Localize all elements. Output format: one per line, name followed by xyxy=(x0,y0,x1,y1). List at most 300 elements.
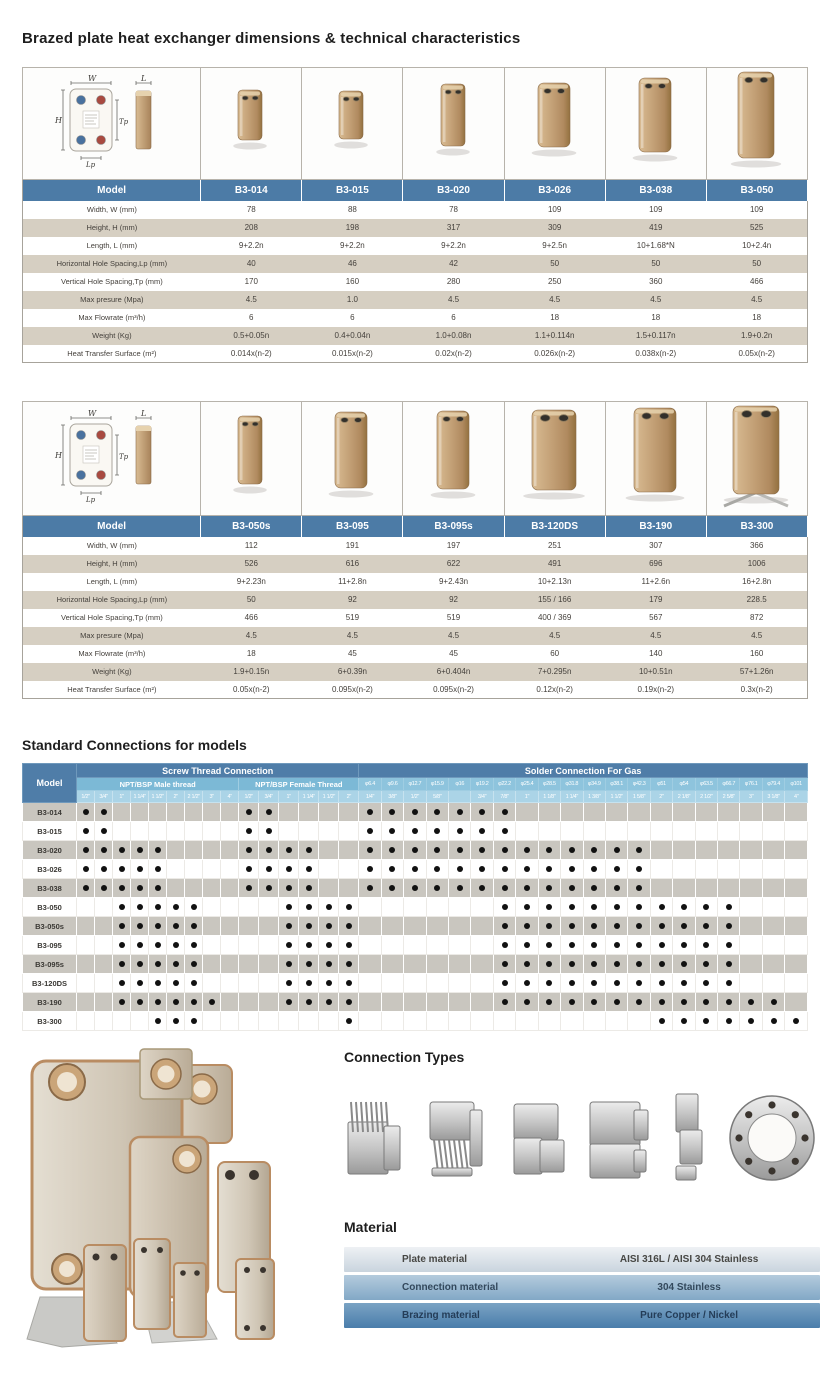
male-size-label: 1" xyxy=(113,791,131,803)
solder-availability-cell xyxy=(404,1012,426,1031)
availability-dot xyxy=(546,999,552,1005)
availability-dot xyxy=(726,942,732,948)
solder-availability-cell xyxy=(493,860,515,879)
male-size-label: 2 1/2" xyxy=(185,791,203,803)
heat-exchanger-photo xyxy=(728,68,786,174)
solder-availability-cell xyxy=(785,898,808,917)
female-availability-cell xyxy=(319,955,339,974)
male-availability-cell xyxy=(167,993,185,1012)
male-availability-cell xyxy=(131,841,149,860)
solder-availability-cell xyxy=(695,898,717,917)
solder-availability-cell xyxy=(426,993,448,1012)
spec-value-cell: 11+2.6n xyxy=(605,573,706,591)
solder-socket-large-icon xyxy=(586,1092,654,1184)
spec-table xyxy=(22,67,808,363)
solder-availability-cell xyxy=(404,936,426,955)
male-availability-cell xyxy=(167,841,185,860)
spec-row-label: Width, W (mm) xyxy=(23,537,201,555)
solder-availability-cell xyxy=(381,917,403,936)
male-availability-cell xyxy=(77,936,95,955)
female-thread-fitting-icon xyxy=(424,1096,490,1180)
spec-value-cell: 0.014x(n-2) xyxy=(201,345,302,363)
availability-dot xyxy=(367,885,373,891)
spec-value-cell: 622 xyxy=(403,555,504,573)
availability-dot xyxy=(286,999,292,1005)
solder-availability-cell xyxy=(449,803,471,822)
solder-availability-cell xyxy=(449,822,471,841)
model-header-row xyxy=(23,516,808,537)
solder-availability-cell xyxy=(381,936,403,955)
availability-dot xyxy=(569,923,575,929)
female-size-label: 1/2" xyxy=(239,791,259,803)
solder-availability-cell xyxy=(785,822,808,841)
availability-dot xyxy=(306,999,312,1005)
male-availability-cell xyxy=(95,841,113,860)
female-availability-cell xyxy=(299,841,319,860)
solder-availability-cell xyxy=(718,1012,740,1031)
female-availability-cell xyxy=(319,822,339,841)
solder-availability-cell xyxy=(605,974,627,993)
solder-mm-size: φ12.7 xyxy=(404,778,426,791)
connections-data-row xyxy=(23,879,808,898)
male-availability-cell xyxy=(95,898,113,917)
spec-value-cell: 466 xyxy=(201,609,302,627)
female-availability-cell xyxy=(259,803,279,822)
spec-value-cell: 9+2.5n xyxy=(504,237,605,255)
heat-exchanger-photo xyxy=(431,80,477,162)
connections-model-name: B3-300 xyxy=(23,1012,77,1031)
female-availability-cell xyxy=(239,974,259,993)
spec-value-cell: 872 xyxy=(706,609,807,627)
availability-dot xyxy=(266,809,272,815)
male-availability-cell xyxy=(167,917,185,936)
spec-value-cell: 360 xyxy=(605,273,706,291)
solder-availability-cell xyxy=(359,1012,381,1031)
availability-dot xyxy=(524,980,530,986)
solder-availability-cell xyxy=(538,936,560,955)
solder-availability-cell xyxy=(516,860,538,879)
solder-availability-cell xyxy=(628,1012,650,1031)
male-availability-cell xyxy=(95,993,113,1012)
solder-mm-size: φ31.8 xyxy=(561,778,583,791)
solder-availability-cell xyxy=(673,879,695,898)
availability-dot xyxy=(155,999,161,1005)
male-availability-cell xyxy=(77,1012,95,1031)
female-availability-cell xyxy=(299,955,319,974)
model-name: B3-190 xyxy=(605,516,706,537)
solder-inch-size: 2 5/8" xyxy=(718,791,740,803)
availability-dot xyxy=(266,847,272,853)
solder-availability-cell xyxy=(359,879,381,898)
solder-availability-cell xyxy=(673,860,695,879)
solder-availability-cell xyxy=(404,841,426,860)
availability-dot xyxy=(191,904,197,910)
connections-data-row xyxy=(23,917,808,936)
solder-availability-cell xyxy=(650,841,672,860)
female-availability-cell xyxy=(319,898,339,917)
spec-value-cell: 1.9+0.2n xyxy=(706,327,807,345)
male-availability-cell xyxy=(113,822,131,841)
availability-dot xyxy=(591,885,597,891)
solder-availability-cell xyxy=(561,803,583,822)
male-availability-cell xyxy=(95,917,113,936)
solder-availability-cell xyxy=(605,955,627,974)
female-availability-cell xyxy=(299,974,319,993)
solder-availability-cell xyxy=(359,803,381,822)
solder-mm-size: φ54 xyxy=(673,778,695,791)
solder-availability-cell xyxy=(583,993,605,1012)
spec-data-row xyxy=(23,273,808,291)
solder-availability-cell xyxy=(471,822,493,841)
material-row-label: Connection material xyxy=(402,1282,499,1293)
availability-dot xyxy=(659,961,665,967)
solder-availability-cell xyxy=(471,917,493,936)
availability-dot xyxy=(155,942,161,948)
solder-availability-cell xyxy=(583,841,605,860)
availability-dot xyxy=(546,885,552,891)
male-availability-cell xyxy=(77,879,95,898)
solder-availability-cell xyxy=(673,936,695,955)
female-availability-cell xyxy=(279,1012,299,1031)
solder-availability-cell xyxy=(516,803,538,822)
spec-value-cell: 519 xyxy=(302,609,403,627)
connection-types-title: Connection Types xyxy=(344,1049,465,1065)
spec-row-label: Length, L (mm) xyxy=(23,573,201,591)
male-availability-cell xyxy=(131,1012,149,1031)
female-availability-cell xyxy=(239,1012,259,1031)
solder-availability-cell xyxy=(493,993,515,1012)
product-image-cell xyxy=(706,402,807,516)
female-availability-cell xyxy=(319,860,339,879)
solder-availability-cell xyxy=(628,841,650,860)
spec-value-cell: 4.5 xyxy=(403,627,504,645)
spec-value-cell: 198 xyxy=(302,219,403,237)
female-availability-cell xyxy=(339,993,359,1012)
female-availability-cell xyxy=(279,936,299,955)
solder-availability-cell xyxy=(650,898,672,917)
availability-dot xyxy=(681,942,687,948)
availability-dot xyxy=(266,828,272,834)
bottom-section xyxy=(22,1047,808,1358)
male-availability-cell xyxy=(203,841,221,860)
solder-availability-cell xyxy=(628,974,650,993)
male-availability-cell xyxy=(77,898,95,917)
male-availability-cell xyxy=(77,974,95,993)
solder-availability-cell xyxy=(538,974,560,993)
connections-data-row xyxy=(23,955,808,974)
heat-exchanger-photo xyxy=(629,74,683,168)
availability-dot xyxy=(546,980,552,986)
availability-dot xyxy=(173,961,179,967)
dimension-diagram-cell xyxy=(23,68,201,180)
solder-availability-cell xyxy=(650,955,672,974)
female-availability-cell xyxy=(299,860,319,879)
solder-availability-cell xyxy=(426,803,448,822)
female-availability-cell xyxy=(239,917,259,936)
solder-availability-cell xyxy=(449,1012,471,1031)
solder-mm-size: φ101 xyxy=(785,778,808,791)
product-family-photo xyxy=(22,1047,318,1358)
spec-value-cell: 0.015x(n-2) xyxy=(302,345,403,363)
availability-dot xyxy=(479,885,485,891)
availability-dot xyxy=(173,923,179,929)
female-availability-cell xyxy=(259,822,279,841)
availability-dot xyxy=(83,809,89,815)
availability-dot xyxy=(286,942,292,948)
solder-availability-cell xyxy=(381,822,403,841)
female-availability-cell xyxy=(319,879,339,898)
solder-availability-cell xyxy=(740,803,762,822)
male-availability-cell xyxy=(185,879,203,898)
product-image-row xyxy=(23,68,808,180)
availability-dot xyxy=(137,866,143,872)
spec-value-cell: 9+2.2n xyxy=(302,237,403,255)
male-availability-cell xyxy=(95,803,113,822)
solder-availability-cell xyxy=(628,955,650,974)
connections-group-row xyxy=(23,764,808,778)
solder-availability-cell xyxy=(359,898,381,917)
male-availability-cell xyxy=(221,841,239,860)
availability-dot xyxy=(367,828,373,834)
solder-inch-size: 5/8" xyxy=(426,791,448,803)
availability-dot xyxy=(191,980,197,986)
solder-availability-cell xyxy=(381,974,403,993)
availability-dot xyxy=(367,866,373,872)
solder-mm-size: φ16 xyxy=(449,778,471,791)
female-availability-cell xyxy=(339,879,359,898)
male-availability-cell xyxy=(95,936,113,955)
spec-value-cell: 6 xyxy=(201,309,302,327)
solder-availability-cell xyxy=(381,841,403,860)
connections-table xyxy=(22,763,808,1031)
spec-value-cell: 0.02x(n-2) xyxy=(403,345,504,363)
spec-value-cell: 0.19x(n-2) xyxy=(605,681,706,699)
male-availability-cell xyxy=(185,917,203,936)
solder-availability-cell xyxy=(628,898,650,917)
availability-dot xyxy=(479,847,485,853)
solder-availability-cell xyxy=(605,822,627,841)
solder-availability-cell xyxy=(516,955,538,974)
connections-model-name: B3-095s xyxy=(23,955,77,974)
spec-value-cell: 0.026x(n-2) xyxy=(504,345,605,363)
availability-dot xyxy=(155,923,161,929)
availability-dot xyxy=(614,847,620,853)
solder-availability-cell xyxy=(404,993,426,1012)
female-size-label: 3/4" xyxy=(259,791,279,803)
solder-availability-cell xyxy=(493,879,515,898)
male-availability-cell xyxy=(203,860,221,879)
availability-dot xyxy=(346,904,352,910)
solder-availability-cell xyxy=(516,879,538,898)
availability-dot xyxy=(286,866,292,872)
victaulic-fitting-icon xyxy=(672,1090,706,1186)
solder-mm-size: φ79.4 xyxy=(762,778,784,791)
connections-model-name: B3-050 xyxy=(23,898,77,917)
connections-data-row xyxy=(23,898,808,917)
availability-dot xyxy=(591,961,597,967)
availability-dot xyxy=(137,961,143,967)
availability-dot xyxy=(703,904,709,910)
availability-dot xyxy=(591,942,597,948)
availability-dot xyxy=(286,885,292,891)
availability-dot xyxy=(726,923,732,929)
solder-availability-cell xyxy=(740,955,762,974)
spec-value-cell: 11+2.8n xyxy=(302,573,403,591)
heat-exchanger-photo xyxy=(723,402,791,510)
male-availability-cell xyxy=(149,936,167,955)
availability-dot xyxy=(246,809,252,815)
male-availability-cell xyxy=(203,917,221,936)
spec-row-label: Weight (Kg) xyxy=(23,327,201,345)
availability-dot xyxy=(246,866,252,872)
solder-availability-cell xyxy=(538,879,560,898)
female-availability-cell xyxy=(239,955,259,974)
solder-inch-size: 2" xyxy=(650,791,672,803)
solder-availability-cell xyxy=(673,1012,695,1031)
solder-availability-cell xyxy=(471,974,493,993)
spec-value-cell: 400 / 369 xyxy=(504,609,605,627)
availability-dot xyxy=(502,847,508,853)
spec-value-cell: 0.05x(n-2) xyxy=(706,345,807,363)
solder-availability-cell xyxy=(785,936,808,955)
male-availability-cell xyxy=(221,822,239,841)
solder-availability-cell xyxy=(359,860,381,879)
solder-availability-cell xyxy=(538,955,560,974)
availability-dot xyxy=(155,904,161,910)
solder-availability-cell xyxy=(381,898,403,917)
spec-table xyxy=(22,401,808,699)
female-availability-cell xyxy=(259,993,279,1012)
male-availability-cell xyxy=(131,879,149,898)
availability-dot xyxy=(346,961,352,967)
availability-dot xyxy=(83,847,89,853)
connections-model-name: B3-190 xyxy=(23,993,77,1012)
product-image-cell xyxy=(706,68,807,180)
female-availability-cell xyxy=(339,822,359,841)
solder-availability-cell xyxy=(561,1012,583,1031)
solder-mm-size: φ66.7 xyxy=(718,778,740,791)
solder-availability-cell xyxy=(516,822,538,841)
availability-dot xyxy=(591,847,597,853)
spec-value-cell: 50 xyxy=(201,591,302,609)
availability-dot xyxy=(591,904,597,910)
solder-inch-size: 1/2" xyxy=(404,791,426,803)
solder-inch-size: 1 3/8" xyxy=(583,791,605,803)
spec-data-row xyxy=(23,609,808,627)
solder-availability-cell xyxy=(718,803,740,822)
availability-dot xyxy=(591,923,597,929)
spec-value-cell: 466 xyxy=(706,273,807,291)
spec-data-row xyxy=(23,327,808,345)
solder-availability-cell xyxy=(538,993,560,1012)
availability-dot xyxy=(434,847,440,853)
spec-data-row xyxy=(23,645,808,663)
solder-availability-cell xyxy=(718,917,740,936)
female-availability-cell xyxy=(339,841,359,860)
spec-value-cell: 4.5 xyxy=(302,627,403,645)
female-availability-cell xyxy=(239,879,259,898)
solder-availability-cell xyxy=(381,803,403,822)
female-availability-cell xyxy=(319,1012,339,1031)
availability-dot xyxy=(726,999,732,1005)
spec-value-cell: 160 xyxy=(302,273,403,291)
availability-dot xyxy=(502,980,508,986)
solder-availability-cell xyxy=(650,1012,672,1031)
solder-availability-cell xyxy=(762,822,784,841)
model-header-label: Model xyxy=(23,180,201,201)
female-availability-cell xyxy=(259,955,279,974)
spec-row-label: Heat Transfer Surface (m²) xyxy=(23,345,201,363)
spec-row-label: Length, L (mm) xyxy=(23,237,201,255)
connections-model-name: B3-014 xyxy=(23,803,77,822)
material-row-value: 304 Stainless xyxy=(657,1282,721,1293)
spec-value-cell: 1.0+0.08n xyxy=(403,327,504,345)
female-availability-cell xyxy=(259,860,279,879)
solder-availability-cell xyxy=(471,936,493,955)
spec-value-cell: 155 / 166 xyxy=(504,591,605,609)
solder-inch-size: 1 1/8" xyxy=(538,791,560,803)
spec-value-cell: 191 xyxy=(302,537,403,555)
availability-dot xyxy=(457,809,463,815)
availability-dot xyxy=(173,1018,179,1024)
availability-dot xyxy=(306,904,312,910)
product-image-row xyxy=(23,402,808,516)
connections-model-name: B3-026 xyxy=(23,860,77,879)
dimension-diagram xyxy=(54,408,170,504)
availability-dot xyxy=(412,809,418,815)
solder-availability-cell xyxy=(695,974,717,993)
solder-availability-cell xyxy=(561,841,583,860)
male-availability-cell xyxy=(131,822,149,841)
spec-value-cell: 10+1.68*N xyxy=(605,237,706,255)
solder-availability-cell xyxy=(359,822,381,841)
male-availability-cell xyxy=(149,803,167,822)
availability-dot xyxy=(502,961,508,967)
solder-availability-cell xyxy=(673,898,695,917)
solder-availability-cell xyxy=(740,822,762,841)
availability-dot xyxy=(681,1018,687,1024)
spec-value-cell: 18 xyxy=(201,645,302,663)
male-availability-cell xyxy=(203,1012,221,1031)
availability-dot xyxy=(569,866,575,872)
availability-dot xyxy=(119,961,125,967)
solder-availability-cell xyxy=(449,955,471,974)
male-availability-cell xyxy=(221,879,239,898)
spec-row-label: Weight (Kg) xyxy=(23,663,201,681)
solder-availability-cell xyxy=(740,879,762,898)
spec-value-cell: 4.5 xyxy=(403,291,504,309)
female-availability-cell xyxy=(299,803,319,822)
solder-availability-cell xyxy=(449,841,471,860)
male-availability-cell xyxy=(203,879,221,898)
solder-availability-cell xyxy=(426,860,448,879)
male-availability-cell xyxy=(203,936,221,955)
solder-availability-cell xyxy=(673,822,695,841)
solder-availability-cell xyxy=(426,917,448,936)
solder-availability-cell xyxy=(740,974,762,993)
female-availability-cell xyxy=(239,860,259,879)
availability-dot xyxy=(681,980,687,986)
availability-dot xyxy=(286,980,292,986)
connections-subgroup-row xyxy=(23,778,808,791)
spec-value-cell: 179 xyxy=(605,591,706,609)
solder-availability-cell xyxy=(493,822,515,841)
spec-data-row xyxy=(23,201,808,219)
male-availability-cell xyxy=(221,955,239,974)
male-size-label: 1 1/4" xyxy=(131,791,149,803)
solder-inch-size: 7/8" xyxy=(493,791,515,803)
male-availability-cell xyxy=(203,803,221,822)
